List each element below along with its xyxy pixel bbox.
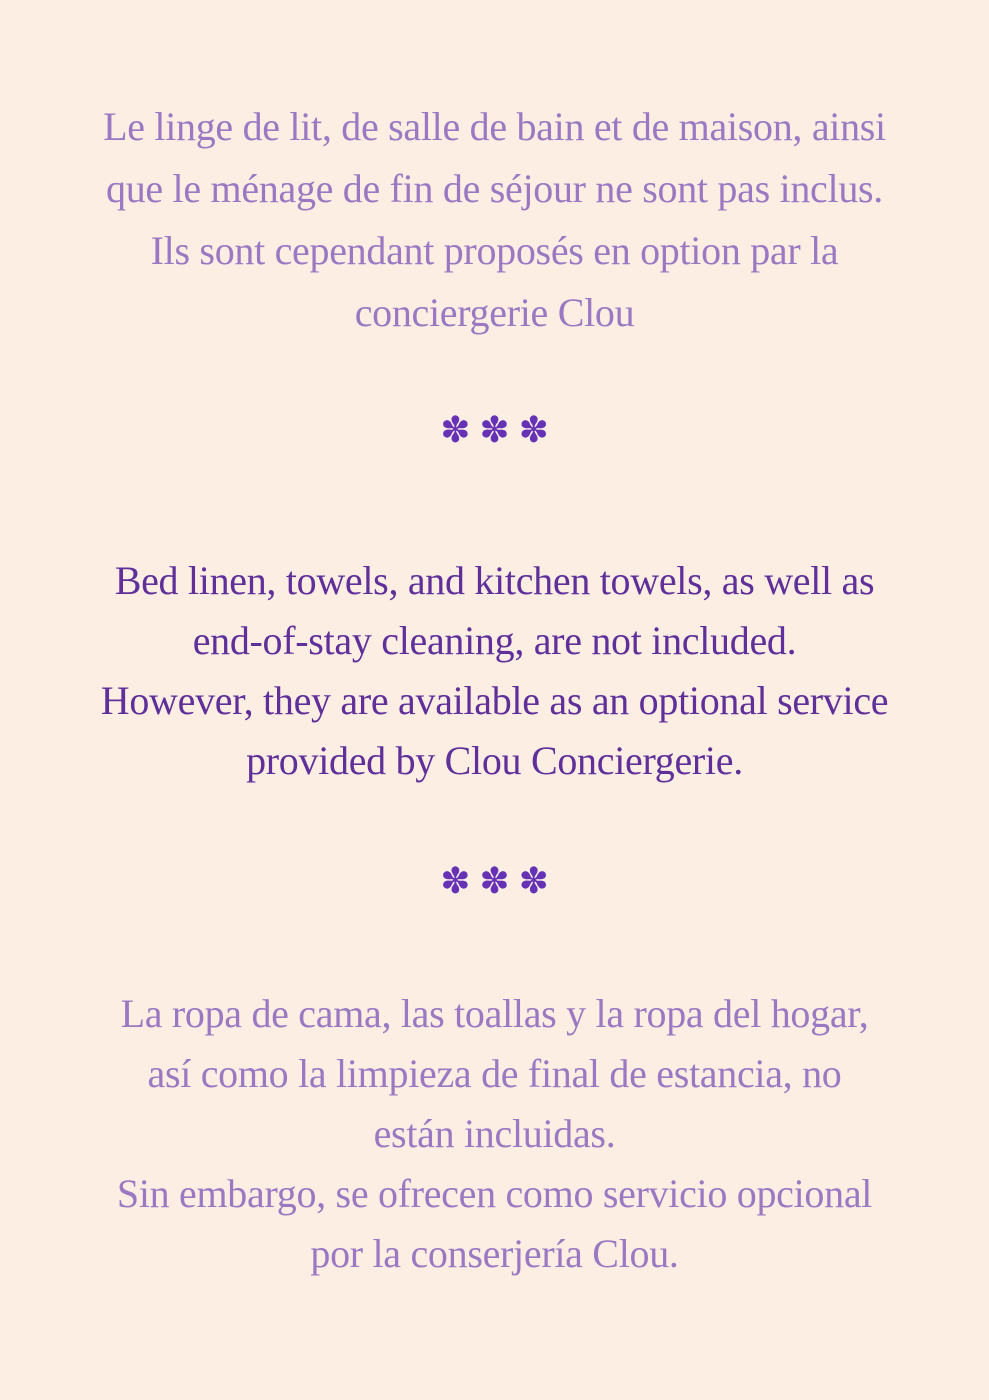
spanish-line: por la conserjería Clou. <box>310 1231 679 1276</box>
spanish-paragraph <box>0 984 989 1284</box>
english-line: However, they are available as an optional service <box>100 678 889 723</box>
spanish-line: así como la limpieza de final de estancia, no <box>147 1051 842 1096</box>
english-line: end-of-stay cleaning, are not included. <box>192 618 797 663</box>
french-line: Le linge de lit, de salle de bain et de maison, ainsi <box>103 104 886 149</box>
spanish-line: La ropa de cama, las toallas y la ropa del hogar, <box>120 991 869 1036</box>
spanish-line: Sin embargo, se ofrecen como servicio opcional <box>116 1171 873 1216</box>
french-line: conciergerie Clou <box>354 290 635 335</box>
english-line: provided by Clou Conciergerie. <box>246 738 743 783</box>
spanish-line: están incluidas. <box>373 1111 616 1156</box>
french-line: Ils sont cependant proposés en option par la <box>150 228 839 273</box>
asterisk-separator-icon: ✽✽✽ <box>440 861 558 902</box>
french-line: que le ménage de fin de séjour ne sont pas inclus. <box>106 166 883 211</box>
english-paragraph <box>0 551 989 791</box>
french-paragraph <box>0 96 989 344</box>
asterisk-separator-icon: ✽✽✽ <box>440 410 558 451</box>
english-line: Bed linen, towels, and kitchen towels, as well as <box>114 558 875 603</box>
